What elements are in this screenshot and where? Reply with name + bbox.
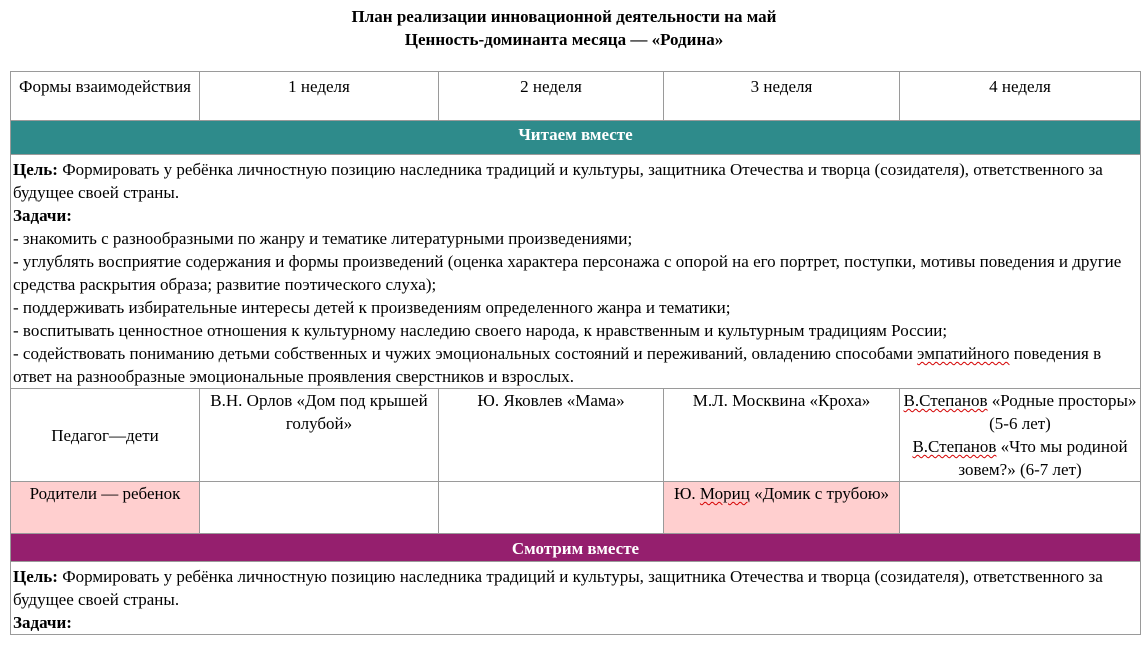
section-band-watch — [11, 534, 1141, 562]
goal-paragraph — [13, 565, 1138, 611]
plan-table — [10, 71, 1141, 635]
cell-teacher-week-2: Ю. Яковлев «Мама» — [439, 389, 664, 482]
book-title: «Что мы родиной зовем?» (6-7 лет) — [958, 437, 1128, 479]
author-name: В.Степанов — [903, 391, 988, 410]
book-entry — [902, 389, 1138, 435]
row-label-parents: Родители — ребенок — [11, 482, 200, 534]
cell-parents-week-3 — [664, 482, 900, 534]
row-label-teacher: Педагог—дети — [11, 389, 200, 482]
header-week-4: 4 неделя — [900, 72, 1141, 121]
task-item: - воспитывать ценностное отношения к культурному наследию своего народа, к нравственным и культурным традициям России; — [13, 321, 948, 340]
header-week-2: 2 неделя — [439, 72, 664, 121]
section-title-watch: Смотрим вместе — [11, 534, 1141, 562]
task-item: - углублять восприятие содержания и формы произведений (оценка характера персонажа с опорой на его портрет, поступки, мотивы поведения и другие средства раскрытия образа; развитие поэтического слуха); — [13, 252, 1122, 294]
task-item — [13, 342, 1138, 388]
row-parents-child — [11, 482, 1141, 534]
book-text: Ю. — [673, 484, 700, 503]
cell-teacher-week-1: В.Н. Орлов «Дом под крышей голубой» — [200, 389, 439, 482]
goal-paragraph — [13, 158, 1138, 204]
goal-tasks-cell — [11, 155, 1141, 389]
cell-parents-week-4 — [900, 482, 1141, 534]
tasks-label: Задачи: — [13, 206, 72, 225]
document-title: План реализации инновационной деятельности на май — [351, 7, 777, 26]
task-text: поведения в ответ на разнообразные эмоциональные проявления сверстников и взрослых. — [13, 344, 1102, 386]
document-subtitle: Ценность-доминанта месяца — «Родина» — [404, 30, 724, 49]
task-item: - знакомить с разнообразными по жанру и тематике литературными произведениями; — [13, 229, 633, 248]
header-week-3: 3 неделя — [664, 72, 900, 121]
cell-teacher-week-3: М.Л. Москвина «Кроха» — [664, 389, 900, 482]
goal-label: Цель: — [13, 567, 58, 586]
header-forms: Формы взаимодействия — [11, 72, 200, 121]
cell-teacher-week-4 — [900, 389, 1141, 482]
goal-text: Формировать у ребёнка личностную позицию наследника традиций и культуры, защитника Отечества и творца (созидателя), ответственного за будущее своей страны. — [13, 567, 1103, 609]
task-text: - содействовать пониманию детьми собственных и чужих эмоциональных состояний и переживаний, овладению способами — [13, 344, 918, 363]
book-entry — [902, 435, 1138, 481]
task-item: - поддерживать избирательные интересы детей к произведениям определенного жанра и тематики; — [13, 298, 731, 317]
cell-parents-week-1 — [200, 482, 439, 534]
header-week-1: 1 неделя — [200, 72, 439, 121]
author-name: В.Степанов — [912, 437, 997, 456]
table-header-row — [11, 72, 1141, 121]
row-teacher-children — [11, 389, 1141, 482]
goal-tasks-cell — [11, 562, 1141, 635]
section-title-read: Читаем вместе — [11, 121, 1141, 155]
goal-label: Цель: — [13, 160, 58, 179]
author-name: Мориц — [699, 484, 750, 503]
section-band-read — [11, 121, 1141, 155]
goal-text: Формировать у ребёнка личностную позицию наследника традиций и культуры, защитника Отечества и творца (созидателя), ответственного за будущее своей страны. — [13, 160, 1103, 202]
book-text: «Домик с трубою» — [749, 484, 890, 503]
cell-parents-week-2 — [439, 482, 664, 534]
spellcheck-word: эмпатийного — [917, 344, 1010, 363]
section-goal-watch — [11, 562, 1141, 635]
book-title: «Родные просторы» (5-6 лет) — [987, 391, 1137, 433]
tasks-label: Задачи: — [13, 613, 72, 632]
section-goal-read — [11, 155, 1141, 389]
